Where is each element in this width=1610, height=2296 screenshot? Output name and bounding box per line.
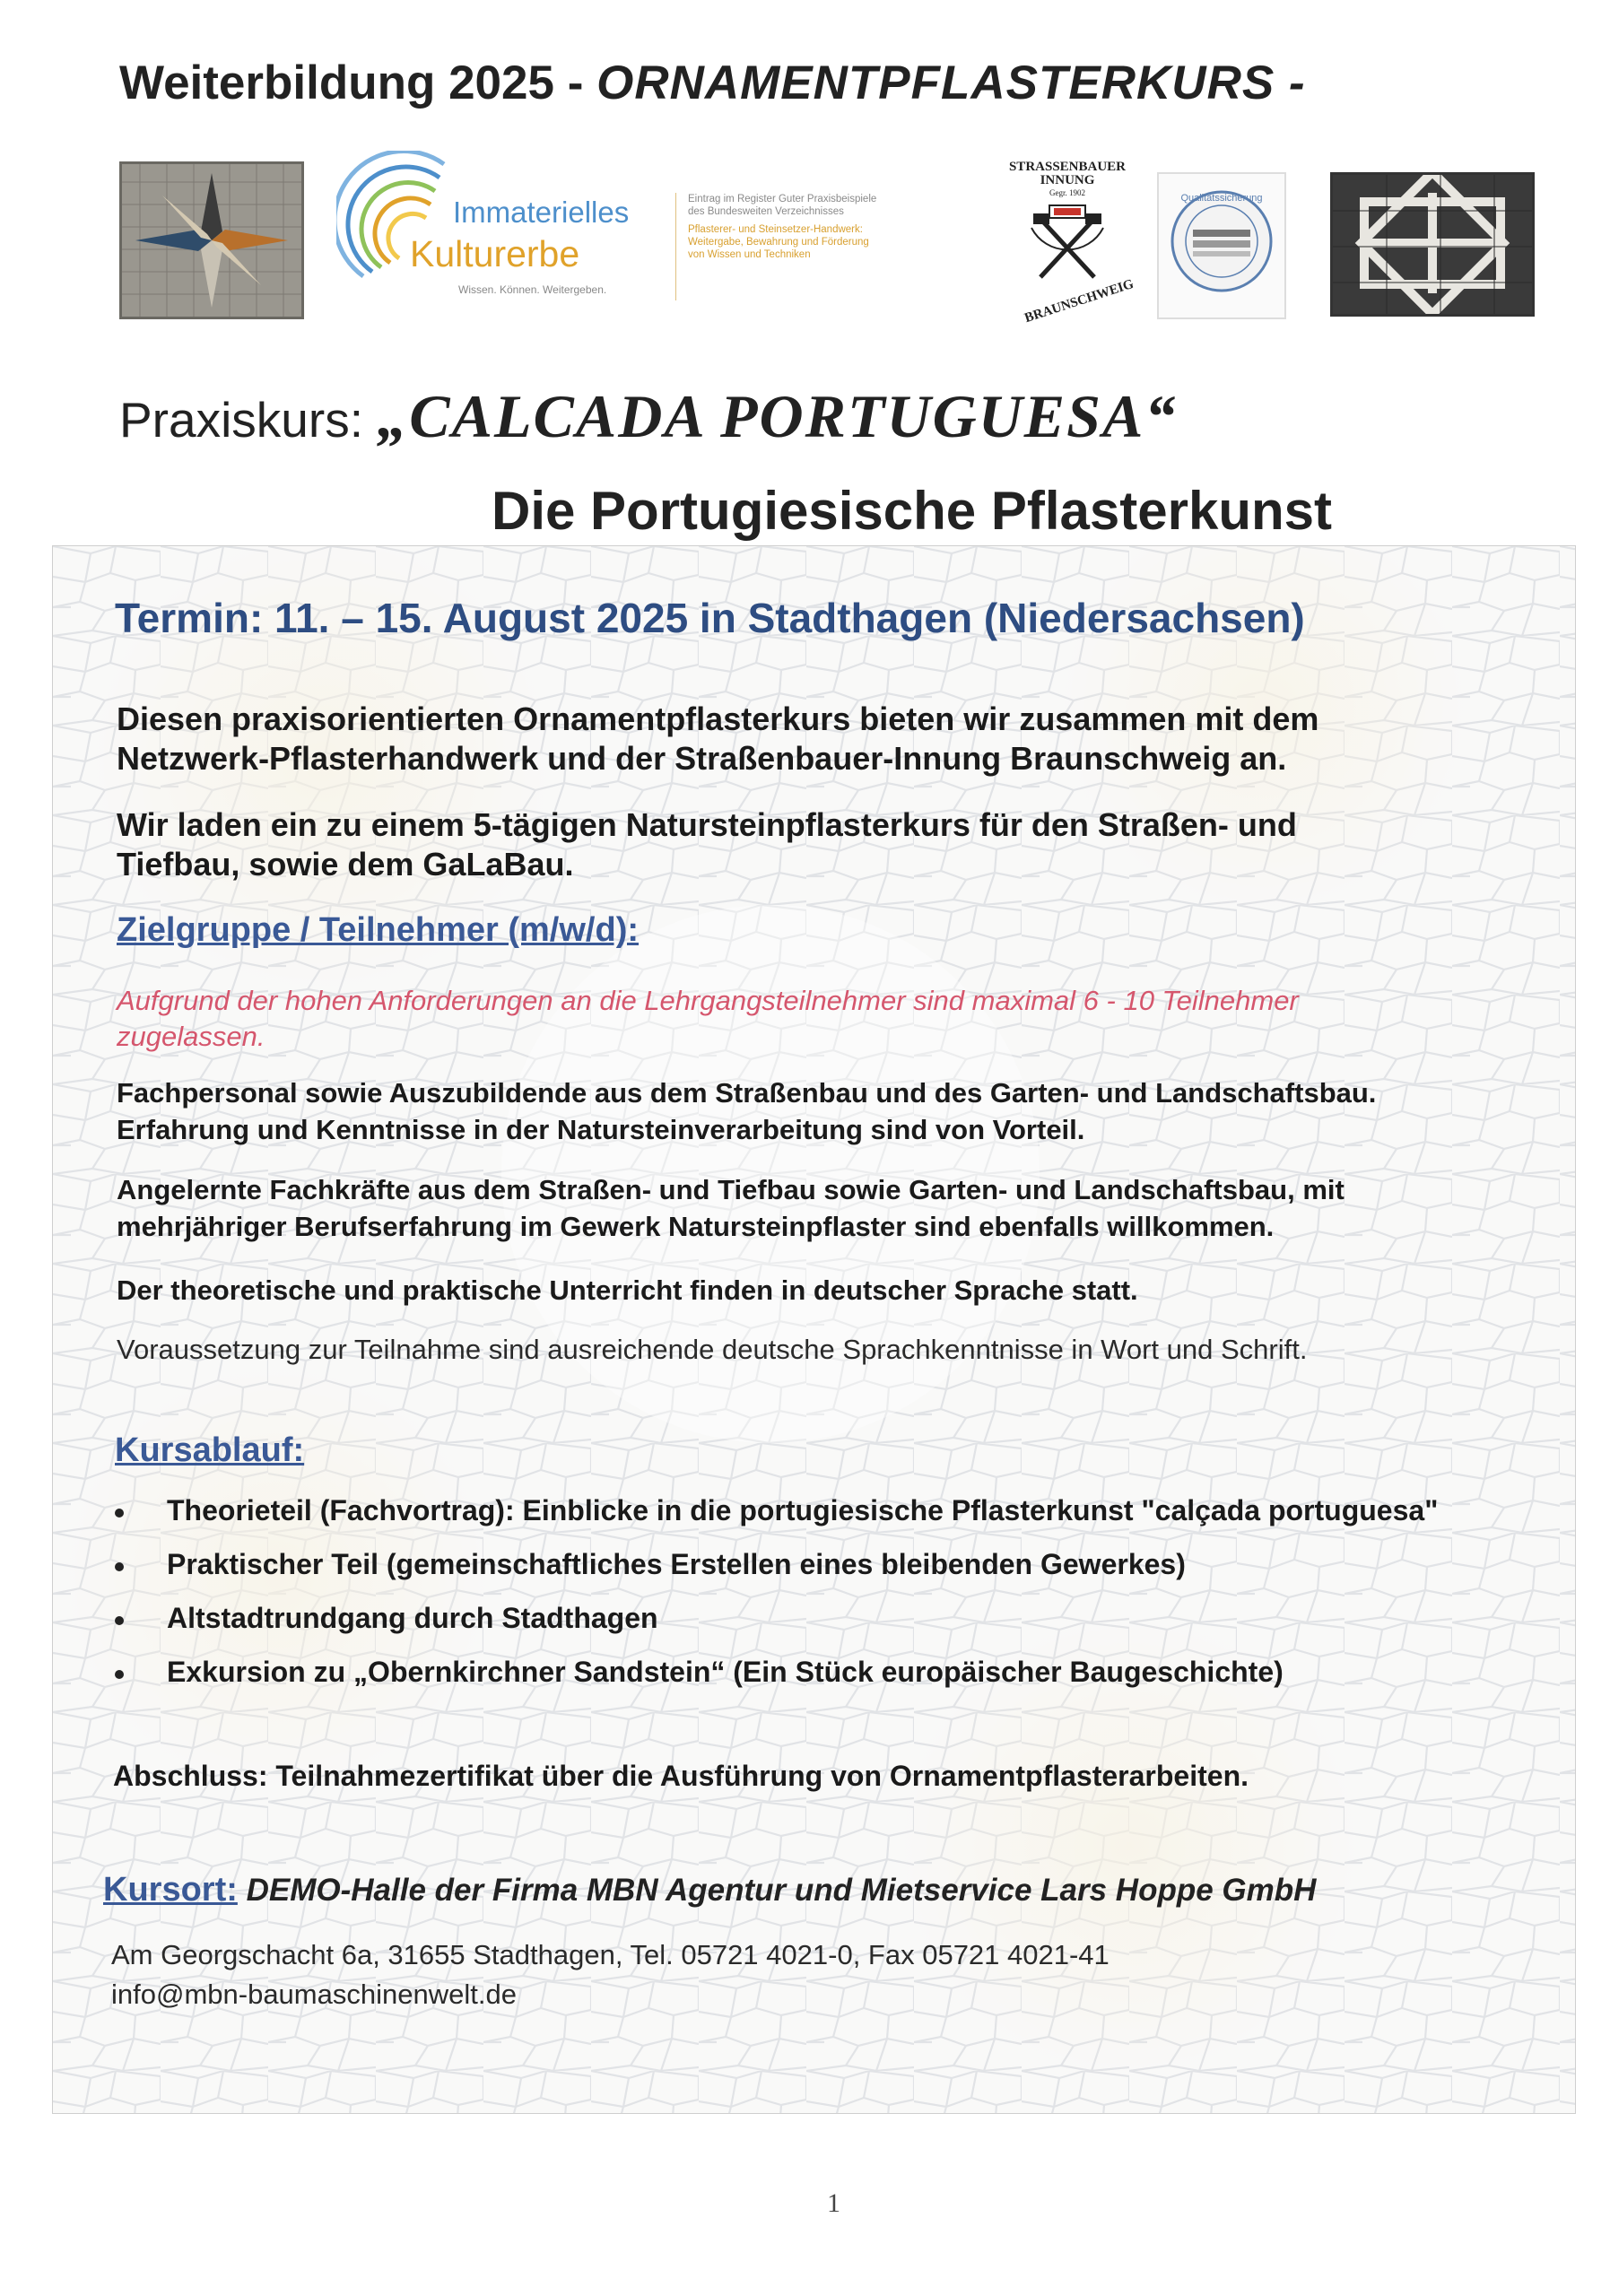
zielgruppe-paragraph-2 bbox=[117, 1171, 1345, 1245]
intro-paragraph-1 bbox=[117, 700, 1318, 778]
zg-p1-line2: Erfahrung und Kenntnisse in der Natursteinverarbeitung sind von Vorteil. bbox=[117, 1114, 1085, 1145]
mosaic-knot-image bbox=[1330, 172, 1535, 317]
intro1-line1: Diesen praxisorientierten Ornamentpflasterkurs bieten wir zusammen mit dem bbox=[117, 700, 1319, 737]
kursort-address: Am Georgschacht 6a, 31655 Stadthagen, Tel. 05721 4021-0, Fax 05721 4021-41 bbox=[111, 1939, 1110, 1970]
innung-line1: STRASSENBAUER bbox=[1008, 160, 1127, 174]
kursort-line bbox=[103, 1871, 1316, 1909]
mosaic-compass-image bbox=[119, 161, 304, 319]
kursort-label: Kursort: bbox=[103, 1871, 238, 1909]
quality-seal-logo bbox=[1157, 172, 1286, 319]
intro1-line2: Netzwerk-Pflasterhandwerk und der Straßenbauer-Innung Braunschweig an. bbox=[117, 740, 1287, 777]
kulturerbe-name-line1: Immaterielles bbox=[453, 196, 630, 229]
limit-note-line1: Aufgrund der hohen Anforderungen an die Lehrgangsteilnehmer sind maximal 6 - 10 Teilnehmer bbox=[117, 985, 1299, 1016]
register-note-line: Pflasterer- und Steinsetzer-Handwerk: bbox=[688, 224, 863, 235]
limit-note-line2: zugelassen. bbox=[117, 1021, 265, 1052]
list-item-text: Altstadtrundgang durch Stadthagen bbox=[167, 1602, 658, 1634]
zielgruppe-paragraph-4: Voraussetzung zur Teilnahme sind ausreichende deutsche Sprachkenntnisse in Wort und Schrift. bbox=[117, 1334, 1308, 1365]
kursablauf-heading: Kursablauf: bbox=[115, 1431, 305, 1469]
page-number: 1 bbox=[827, 2188, 840, 2218]
kursort-email: info@mbn-baumaschinenwelt.de bbox=[111, 1979, 517, 2010]
innung-line2: INNUNG bbox=[1040, 173, 1095, 187]
register-note-line: des Bundesweiten Verzeichnisses bbox=[688, 206, 844, 217]
immaterielles-kulturerbe-logo bbox=[336, 151, 659, 303]
kulturerbe-tagline: Wissen. Können. Weitergeben. bbox=[458, 283, 607, 296]
seal-text: Qualitätssicherung bbox=[1180, 193, 1263, 204]
termin-date: Termin: 11. – 15. August 2025 in Stadthagen (Niedersachsen) bbox=[115, 595, 1305, 641]
strassenbauer-innung-logo bbox=[1005, 160, 1136, 326]
course-subtitle: Die Portugiesische Pflasterkunst bbox=[492, 481, 1332, 541]
intro2-line1: Wir laden ein zu einem 5-tägigen Natursteinpflasterkurs für den Straßen- und bbox=[117, 806, 1297, 843]
bullet-icon bbox=[115, 1562, 124, 1571]
innung-line3: Gegr. 1902 bbox=[1049, 188, 1085, 197]
intro-paragraph-2 bbox=[117, 805, 1297, 884]
innung-line4: BRAUNSCHWEIG bbox=[1023, 276, 1136, 326]
participant-limit-note bbox=[117, 983, 1299, 1055]
register-note-line: von Wissen und Techniken bbox=[688, 249, 811, 260]
title-emphasis: ORNAMENTPFLASTERKURS - bbox=[596, 57, 1306, 109]
bullet-icon bbox=[115, 1670, 124, 1679]
register-note-line: Weitergabe, Bewahrung und Förderung bbox=[688, 237, 869, 248]
abschluss-text: Abschluss: Teilnahmezertifikat über die Ausführung von Ornamentpflasterarbeiten. bbox=[113, 1760, 1249, 1792]
praxis-title: „CALCADA PORTUGUESA“ bbox=[377, 382, 1178, 450]
praxis-label: Praxiskurs: bbox=[119, 392, 363, 448]
zg-p1-line1: Fachpersonal sowie Auszubildende aus dem Straßenbau und des Garten- und Landschaftsbau. bbox=[117, 1077, 1377, 1109]
zielgruppe-paragraph-1 bbox=[117, 1074, 1376, 1148]
kursort-address-block bbox=[111, 1935, 1110, 2014]
bullet-icon bbox=[115, 1616, 124, 1625]
kursort-value: DEMO-Halle der Firma MBN Agentur und Mietservice Lars Hoppe GmbH bbox=[246, 1873, 1317, 1908]
list-item-text: Theorieteil (Fachvortrag): Einblicke in die portugiesische Pflasterkunst "calçada portuguesa" bbox=[167, 1494, 1439, 1526]
zg-p2-line1: Angelernte Fachkräfte aus dem Straßen- und Tiefbau sowie Garten- und Landschaftsbau, mit bbox=[117, 1174, 1345, 1205]
zg-p2-line2: mehrjähriger Berufserfahrung im Gewerk Natursteinpflaster sind ebenfalls willkommen. bbox=[117, 1211, 1275, 1242]
document-title bbox=[119, 56, 1306, 110]
kulturerbe-name-line2: Kulturerbe bbox=[410, 233, 580, 274]
title-prefix: Weiterbildung 2025 - bbox=[119, 57, 584, 109]
zielgruppe-heading: Zielgruppe / Teilnehmer (m/w/d): bbox=[117, 911, 640, 949]
zielgruppe-paragraph-3: Der theoretische und praktische Unterricht finden in deutscher Sprache statt. bbox=[117, 1274, 1138, 1306]
course-title bbox=[119, 381, 1177, 452]
list-item-text: Praktischer Teil (gemeinschaftliches Erstellen eines bleibenden Gewerkes) bbox=[167, 1548, 1186, 1580]
register-note-line: Eintrag im Register Guter Praxisbeispiele bbox=[688, 194, 877, 204]
hammer-crest-icon bbox=[1023, 201, 1112, 286]
kulturerbe-register-note bbox=[688, 193, 966, 261]
intro2-line2: Tiefbau, sowie dem GaLaBau. bbox=[117, 846, 574, 883]
bullet-icon bbox=[115, 1509, 124, 1518]
list-item-text: Exkursion zu „Obernkirchner Sandstein“ (Ein Stück europäischer Baugeschichte) bbox=[167, 1656, 1284, 1688]
